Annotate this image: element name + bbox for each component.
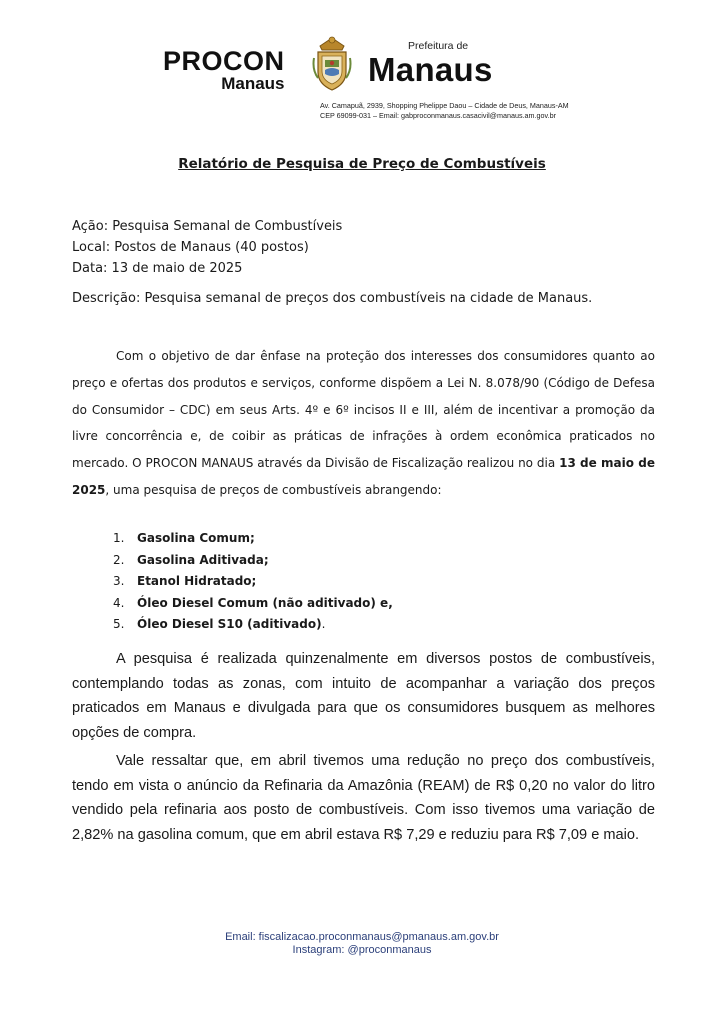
list-item-number: 5. [113, 617, 125, 632]
research-frequency-paragraph: A pesquisa é realizada quinzenalmente em diversos postos de combustíveis, contemplando todas as zonas, com intuito de acompanhar a variação dos preços praticados em Manaus e divulgada para que os consumidores busquem as melhores opções de compra. [72, 651, 655, 741]
list-item-label: Óleo Diesel S10 (aditivado) [137, 617, 322, 632]
list-item [113, 571, 393, 593]
footer-instagram: Instagram: @proconmanaus [292, 944, 432, 956]
list-item-label: Óleo Diesel Comum (não aditivado) e, [137, 595, 393, 610]
price-reduction-paragraph: Vale ressaltar que, em abril tivemos uma redução no preço dos combustíveis, tendo em vista o anúncio da Refinaria da Amazônia (REAM) de R$ 0,20 no valor do litro vendido pela refinaria aos posto de combustíveis. Com isso tivemos uma variação de 2,82% na gasolina comum, que em abril estava R$ 7,29 e reduziu para R$ 7,09 e maio. [72, 753, 655, 843]
list-item [113, 528, 393, 550]
manaus-coat-of-arms-icon [312, 34, 352, 94]
address-line-2: CEP 69099-031 – Email: gabproconmanaus.casacivil@manaus.am.gov.br [320, 111, 556, 120]
list-item-number: 4. [113, 595, 125, 610]
list-item [113, 593, 393, 615]
meta-data: Data: 13 de maio de 2025 [72, 261, 243, 276]
footer-email: Email: fiscalizacao.proconmanaus@pmanaus.am.gov.br [225, 931, 499, 943]
list-item-label: Gasolina Aditivada; [137, 552, 269, 567]
page-footer [0, 931, 724, 957]
address-line-1: Av. Camapuã, 2939, Shopping Phelippe Daou – Cidade de Deus, Manaus-AM [320, 101, 569, 110]
prefeitura-logo [368, 40, 493, 88]
report-metadata [72, 216, 342, 279]
list-item-number: 1. [113, 531, 125, 545]
list-item-number: 2. [113, 552, 125, 567]
procon-logo-subtitle: Manaus [221, 74, 285, 93]
letterhead [0, 0, 724, 130]
list-item-label: Gasolina Comum; [137, 531, 255, 545]
list-item-number: 3. [113, 574, 125, 589]
intro-paragraph-text-a: Com o objetivo de dar ênfase na proteção dos interesses dos consumidores quanto ao preço e ofertas dos produtos e serviços, conforme dispõem a Lei N. 8.078/90 (Código de Defesa do Consumidor – CDC) em seus Arts. 4º e 6º incisos II e III, além de incentivar a promoção da livre concorrência e, de coibir as práticas de infrações à ordem econômica praticados no mercado. O PROCON MANAUS através da Divisão de Fiscalização realizou no dia [72, 349, 655, 471]
intro-paragraph-text-b: , uma pesquisa de preços de combustíveis abrangendo: [105, 482, 442, 497]
intro-paragraph-date: 13 de maio de 2025 [72, 456, 655, 497]
prefeitura-logo-small: Prefeitura de [408, 40, 469, 52]
report-description: Descrição: Pesquisa semanal de preços dos combustíveis na cidade de Manaus. [72, 291, 593, 306]
fuel-list [113, 528, 393, 636]
list-item [113, 614, 393, 636]
meta-acao: Ação: Pesquisa Semanal de Combustíveis [72, 219, 343, 234]
list-item-suffix: . [321, 617, 326, 632]
procon-logo [163, 48, 285, 93]
procon-logo-title: PROCON [163, 46, 285, 76]
document-title: Relatório de Pesquisa de Preço de Combustíveis [178, 156, 546, 172]
letterhead-address [320, 101, 569, 121]
list-item [113, 550, 393, 572]
prefeitura-logo-title: Manaus [368, 51, 493, 88]
meta-local: Local: Postos de Manaus (40 postos) [72, 240, 309, 255]
list-item-label: Etanol Hidratado; [137, 574, 257, 589]
intro-paragraph [72, 343, 655, 504]
